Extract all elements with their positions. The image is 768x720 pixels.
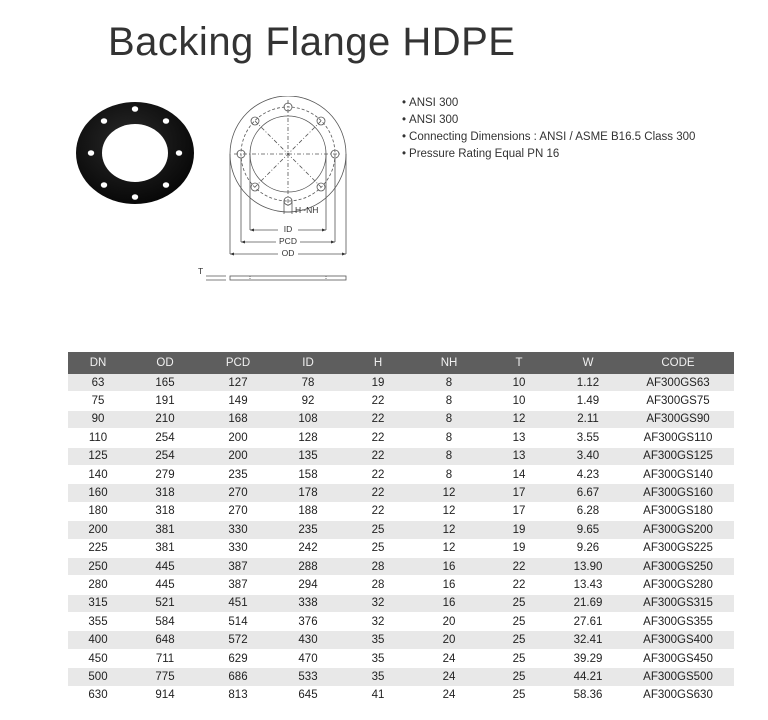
cell-od: 648 (128, 631, 202, 649)
cell-w: 1.49 (554, 392, 622, 410)
cell-code: AF300GS315 (622, 594, 734, 612)
cell-id: 128 (274, 429, 342, 447)
cell-t: 25 (484, 668, 554, 686)
cell-dn: 90 (68, 410, 128, 428)
bolt-hole (88, 150, 94, 156)
cell-dn: 180 (68, 502, 128, 520)
table-row (68, 374, 734, 392)
cell-t: 14 (484, 465, 554, 483)
cell-code: AF300GS90 (622, 410, 734, 428)
cell-dn: 110 (68, 429, 128, 447)
flange-bore (102, 124, 168, 182)
cell-code: AF300GS355 (622, 613, 734, 631)
cell-h: 35 (342, 649, 414, 667)
cell-w: 13.43 (554, 576, 622, 594)
cell-code: AF300GS110 (622, 429, 734, 447)
cell-id: 470 (274, 649, 342, 667)
cell-h: 22 (342, 392, 414, 410)
cell-dn: 140 (68, 465, 128, 483)
cell-pcd: 629 (202, 649, 274, 667)
cell-od: 318 (128, 502, 202, 520)
cell-code: AF300GS400 (622, 631, 734, 649)
header-nh: NH (414, 352, 484, 374)
cell-od: 279 (128, 465, 202, 483)
spec-list (402, 95, 695, 163)
spec-item: • Connecting Dimensions : ANSI / ASME B16.5 Class 300 (402, 129, 695, 146)
cell-id: 92 (274, 392, 342, 410)
header-code: CODE (622, 352, 734, 374)
cell-dn: 200 (68, 521, 128, 539)
cell-dn: 500 (68, 668, 128, 686)
cell-nh: 8 (414, 374, 484, 392)
cell-pcd: 387 (202, 557, 274, 575)
cell-od: 521 (128, 594, 202, 612)
cell-nh: 8 (414, 392, 484, 410)
cell-od: 584 (128, 613, 202, 631)
cell-w: 6.67 (554, 484, 622, 502)
cell-code: AF300GS180 (622, 502, 734, 520)
cell-id: 376 (274, 613, 342, 631)
flange-technical-drawing (196, 96, 368, 290)
cell-pcd: 127 (202, 374, 274, 392)
id-label: ID (283, 224, 293, 234)
cell-w: 2.11 (554, 410, 622, 428)
table-row (68, 649, 734, 667)
bolt-hole (163, 182, 169, 188)
table-row (68, 631, 734, 649)
cell-t: 25 (484, 631, 554, 649)
cell-code: AF300GS63 (622, 374, 734, 392)
cell-h: 22 (342, 429, 414, 447)
cell-t: 13 (484, 447, 554, 465)
table-row (68, 410, 734, 428)
cell-pcd: 572 (202, 631, 274, 649)
cell-nh: 8 (414, 447, 484, 465)
cell-code: AF300GS75 (622, 392, 734, 410)
cell-id: 242 (274, 539, 342, 557)
cell-pcd: 270 (202, 484, 274, 502)
table-row (68, 594, 734, 612)
cell-od: 191 (128, 392, 202, 410)
cell-nh: 20 (414, 613, 484, 631)
table-row (68, 465, 734, 483)
cell-od: 914 (128, 686, 202, 704)
cell-w: 6.28 (554, 502, 622, 520)
cell-nh: 24 (414, 668, 484, 686)
cell-id: 108 (274, 410, 342, 428)
side-profile (230, 276, 346, 280)
cell-code: AF300GS140 (622, 465, 734, 483)
pcd-label: PCD (279, 236, 297, 246)
cell-w: 58.36 (554, 686, 622, 704)
bolt-hole (176, 150, 182, 156)
cell-dn: 280 (68, 576, 128, 594)
cell-pcd: 168 (202, 410, 274, 428)
cell-nh: 16 (414, 576, 484, 594)
table-row (68, 686, 734, 704)
header-pcd: PCD (202, 352, 274, 374)
cell-nh: 20 (414, 631, 484, 649)
cell-od: 165 (128, 374, 202, 392)
header-t: T (484, 352, 554, 374)
cell-nh: 24 (414, 649, 484, 667)
table-header-row (68, 352, 734, 374)
bolt-hole (101, 118, 107, 124)
cell-t: 19 (484, 521, 554, 539)
cell-dn: 400 (68, 631, 128, 649)
cell-code: AF300GS280 (622, 576, 734, 594)
cell-pcd: 514 (202, 613, 274, 631)
cell-w: 21.69 (554, 594, 622, 612)
cell-t: 19 (484, 539, 554, 557)
cell-pcd: 330 (202, 521, 274, 539)
cell-od: 711 (128, 649, 202, 667)
bolt-hole (132, 106, 138, 112)
cell-nh: 12 (414, 521, 484, 539)
cell-t: 17 (484, 502, 554, 520)
cell-dn: 630 (68, 686, 128, 704)
cell-nh: 12 (414, 502, 484, 520)
cell-pcd: 200 (202, 447, 274, 465)
cell-pcd: 387 (202, 576, 274, 594)
cell-code: AF300GS225 (622, 539, 734, 557)
cell-od: 381 (128, 539, 202, 557)
cell-pcd: 200 (202, 429, 274, 447)
cell-id: 158 (274, 465, 342, 483)
cell-od: 445 (128, 557, 202, 575)
cell-h: 22 (342, 484, 414, 502)
cell-code: AF300GS250 (622, 557, 734, 575)
header-id: ID (274, 352, 342, 374)
cell-w: 9.65 (554, 521, 622, 539)
table-row (68, 484, 734, 502)
table-row (68, 447, 734, 465)
cell-h: 22 (342, 410, 414, 428)
cell-dn: 355 (68, 613, 128, 631)
table-row (68, 576, 734, 594)
cell-h: 28 (342, 576, 414, 594)
cell-t: 25 (484, 613, 554, 631)
spec-item: • Pressure Rating Equal PN 16 (402, 146, 695, 163)
cell-t: 10 (484, 374, 554, 392)
cell-h: 22 (342, 447, 414, 465)
cell-h: 28 (342, 557, 414, 575)
cell-h: 25 (342, 521, 414, 539)
cell-h: 22 (342, 502, 414, 520)
cell-pcd: 451 (202, 594, 274, 612)
table-row (68, 539, 734, 557)
cell-pcd: 235 (202, 465, 274, 483)
cell-h: 41 (342, 686, 414, 704)
cell-id: 135 (274, 447, 342, 465)
page-title: Backing Flange HDPE (108, 20, 516, 64)
cell-id: 235 (274, 521, 342, 539)
cell-od: 318 (128, 484, 202, 502)
table-body (68, 374, 734, 705)
cell-dn: 75 (68, 392, 128, 410)
cell-id: 188 (274, 502, 342, 520)
cell-dn: 225 (68, 539, 128, 557)
cell-h: 32 (342, 613, 414, 631)
table-row (68, 521, 734, 539)
cell-od: 381 (128, 521, 202, 539)
bolt-hole (132, 194, 138, 200)
cell-t: 17 (484, 484, 554, 502)
cell-pcd: 330 (202, 539, 274, 557)
cell-nh: 12 (414, 539, 484, 557)
cell-nh: 8 (414, 410, 484, 428)
cell-code: AF300GS125 (622, 447, 734, 465)
table-row (68, 429, 734, 447)
cell-h: 25 (342, 539, 414, 557)
cell-h: 19 (342, 374, 414, 392)
cell-id: 288 (274, 557, 342, 575)
cell-pcd: 149 (202, 392, 274, 410)
cell-pcd: 270 (202, 502, 274, 520)
cell-code: AF300GS160 (622, 484, 734, 502)
cell-dn: 63 (68, 374, 128, 392)
cell-w: 32.41 (554, 631, 622, 649)
cell-t: 25 (484, 594, 554, 612)
cell-t: 25 (484, 649, 554, 667)
cell-od: 254 (128, 447, 202, 465)
cell-h: 35 (342, 631, 414, 649)
table-row (68, 557, 734, 575)
cell-h: 32 (342, 594, 414, 612)
header-h: H (342, 352, 414, 374)
cell-nh: 8 (414, 429, 484, 447)
header-w: W (554, 352, 622, 374)
cell-nh: 16 (414, 594, 484, 612)
cell-nh: 12 (414, 484, 484, 502)
h-nh-label: H~NH (295, 205, 319, 215)
spec-item: • ANSI 300 (402, 95, 695, 112)
cell-w: 9.26 (554, 539, 622, 557)
cell-code: AF300GS630 (622, 686, 734, 704)
cell-pcd: 813 (202, 686, 274, 704)
table-row (68, 668, 734, 686)
cell-code: AF300GS500 (622, 668, 734, 686)
cell-id: 338 (274, 594, 342, 612)
header-od: OD (128, 352, 202, 374)
cell-id: 294 (274, 576, 342, 594)
t-label: T (198, 266, 204, 276)
cell-nh: 8 (414, 465, 484, 483)
od-label: OD (281, 248, 295, 258)
table-row (68, 613, 734, 631)
cell-code: AF300GS200 (622, 521, 734, 539)
cell-id: 178 (274, 484, 342, 502)
cell-id: 645 (274, 686, 342, 704)
cell-t: 13 (484, 429, 554, 447)
cell-w: 39.29 (554, 649, 622, 667)
cell-od: 254 (128, 429, 202, 447)
cell-t: 12 (484, 410, 554, 428)
cell-t: 25 (484, 686, 554, 704)
cell-dn: 160 (68, 484, 128, 502)
header-dn: DN (68, 352, 128, 374)
cell-t: 10 (484, 392, 554, 410)
cell-id: 533 (274, 668, 342, 686)
table-row (68, 502, 734, 520)
cell-w: 4.23 (554, 465, 622, 483)
cell-w: 3.40 (554, 447, 622, 465)
cell-dn: 450 (68, 649, 128, 667)
cell-od: 775 (128, 668, 202, 686)
cell-dn: 315 (68, 594, 128, 612)
cell-t: 22 (484, 576, 554, 594)
cell-od: 210 (128, 410, 202, 428)
bolt-hole (163, 118, 169, 124)
table-row (68, 392, 734, 410)
cell-h: 35 (342, 668, 414, 686)
cell-h: 22 (342, 465, 414, 483)
cell-id: 430 (274, 631, 342, 649)
cell-w: 13.90 (554, 557, 622, 575)
cell-dn: 250 (68, 557, 128, 575)
flange-ring-photo (74, 100, 196, 206)
cell-code: AF300GS450 (622, 649, 734, 667)
cell-w: 1.12 (554, 374, 622, 392)
cell-w: 44.21 (554, 668, 622, 686)
dimensions-table (68, 352, 734, 705)
cell-w: 3.55 (554, 429, 622, 447)
cell-od: 445 (128, 576, 202, 594)
bolt-hole (101, 182, 107, 188)
cell-dn: 125 (68, 447, 128, 465)
cell-nh: 16 (414, 557, 484, 575)
cell-w: 27.61 (554, 613, 622, 631)
cell-t: 22 (484, 557, 554, 575)
cell-pcd: 686 (202, 668, 274, 686)
cell-id: 78 (274, 374, 342, 392)
spec-item: • ANSI 300 (402, 112, 695, 129)
cell-nh: 24 (414, 686, 484, 704)
